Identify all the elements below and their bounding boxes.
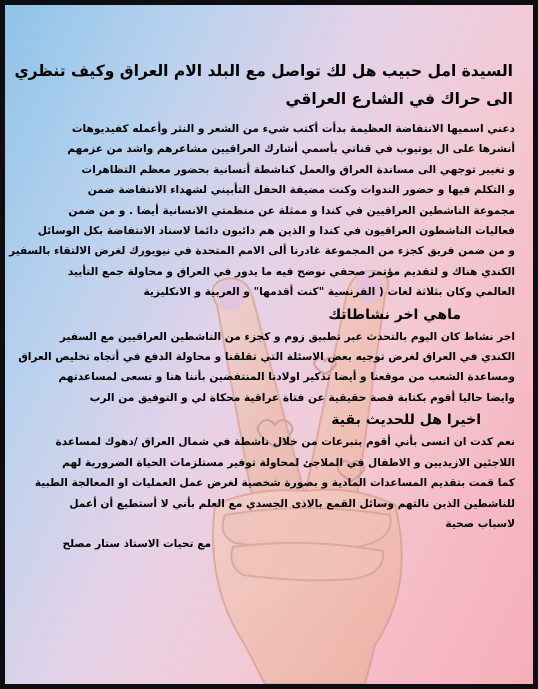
answer-paragraph-3 [17, 432, 521, 534]
article-title [14, 57, 521, 113]
question-heading-latest-activities: ماهي اخر نشاطاتك [328, 306, 461, 323]
text-line: أنشرها على ال يوتيوب في قناتي بأسمي أشارك العراقيين مشاعرهم واشد من عزمهم [67, 143, 515, 156]
title-line: السيدة امل حبيب هل لك تواصل مع البلد الام العراق وكيف تنظري [14, 62, 513, 80]
title-line: الى حراك في الشارع العراقي [285, 90, 513, 108]
text-line: الكندي هناك و لتقديم مؤتمر صحفي نوضح فيه ما يدور في العراق و محاولة جمع التأييد [67, 265, 515, 278]
text-line: كما قمت بتقديم المساعدات المادية و بصورة شخصية لغرض عمل العمليات او المعالجة الطبية [34, 477, 515, 490]
answer-paragraph-1 [9, 119, 521, 303]
text-line: وايضا حاليا أقوم بكتابة قصة حقيقية عن فتاة عراقية محكاة لي و التوفيق من الرب [89, 391, 515, 404]
text-line: للناشطين الذين نالتهم وسائل القمع بالاذى الجسدي مع العلم بأني لا أستطيع أن أعمل [69, 497, 515, 510]
text-line: و التكلم فيها و حضور الندوات وكنت مضيفة الحفل التأبيني لشهداء الانتفاضة ضمن [87, 184, 515, 197]
text-line: ومساعدة الشعب من موقعنا و أيضا تذكير اولادنا المنتفضين بأننا هنا و نسعى لمساعدتهم [58, 371, 515, 384]
text-line: و تغيير توجهي الى مساندة العراق والعمل كناشطة أنسانية بحضور معظم التظاهرات [81, 163, 515, 176]
text-line: فعاليات الناشطون العراقيون في كندا و الذين هم دائبون دائما لاسناد الانتفاضة بكل الوسائل [37, 225, 515, 238]
signature: مع تحيات الاستاذ ستار مصلح [62, 538, 211, 551]
document-card [5, 5, 533, 684]
text-line: مجموعة الناشطين العراقيين في كندا و ممثلة عن منظمتي الانسانية أيضا . و من ضمن [68, 204, 515, 217]
answer-paragraph-2 [17, 327, 521, 409]
text-line: و من ضمن فريق كجزء من المجموعة غادرنا ألى الامم المتحدة في نيويورك لغرض الالتقاء بالسفير [9, 245, 515, 258]
text-line: العالمي وكان بثلاثة لغات ( الفرنسية "كنت أقدمها" و العربية و الانكليزية [143, 286, 515, 299]
text-line: اللاجئين الازيديين و الاطفال في الملاجئ لمحاولة توفير مستلزمات الحياة الضرورية لهم [62, 456, 515, 469]
text-line: الكندي في العراق لغرض توجيه بعض الاسئلة التي تقلقنا و محاولة الدفع في أتجاه تخليص العراق [18, 351, 515, 364]
text-line: لاسباب صحية [445, 517, 515, 530]
article-body [9, 57, 521, 554]
question-heading-anything-else: اخيرا هل للحديث بقية [331, 412, 481, 429]
text-line: دعني اسميها الانتفاضة العظيمة بدأت أكتب شيء من الشعر و النثر وأعمله كفيديوهات [71, 123, 515, 135]
text-line: اخر نشاط كان اليوم بالتحدث عبر تطبيق زوم و كجزء من الناشطين العراقيين مع السفير [59, 330, 515, 343]
text-line: نعم كدت ان انسى بأني أقوم بتبرعات من خلال ناشطة في شمال العراق /دهوك لمساعدة [55, 436, 515, 449]
